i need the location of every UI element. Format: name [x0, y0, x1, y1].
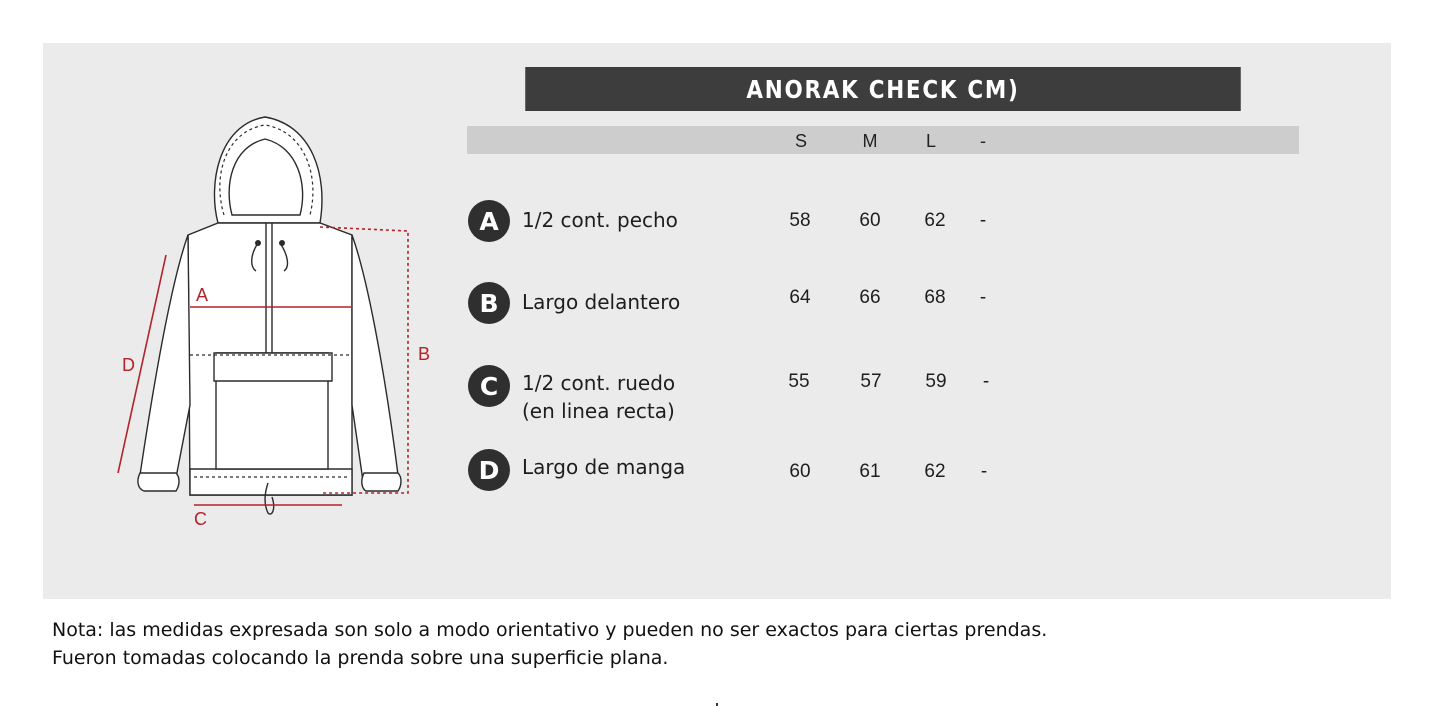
- cell-d-extra: -: [980, 461, 988, 482]
- size-header-l: L: [925, 131, 936, 151]
- row-badge-a: A: [468, 200, 510, 242]
- size-header-m: M: [862, 131, 878, 151]
- row-badge-b: B: [468, 282, 510, 324]
- dimension-label-d: D: [122, 355, 135, 375]
- row-label-a: 1/2 cont. pecho: [522, 208, 678, 232]
- size-header-extra: -: [980, 131, 986, 151]
- cell-d-s: 60: [789, 461, 811, 482]
- cell-c-m: 57: [860, 371, 882, 392]
- row-label-d: Largo de manga: [522, 455, 686, 479]
- note-line-2: Fueron tomadas colocando la prenda sobre una superficie plana.: [52, 647, 669, 669]
- cell-a-extra: -: [979, 210, 987, 231]
- note-line-1: Nota: las medidas expresada son solo a modo orientativo y pueden no ser exactos para ciertas prendas.: [52, 619, 1048, 641]
- cell-b-l: 68: [924, 287, 946, 308]
- dimension-label-a: A: [196, 285, 209, 305]
- cell-a-l: 62: [924, 210, 946, 231]
- cell-c-l: 59: [925, 371, 947, 392]
- row-label-c: 1/2 cont. ruedo (en linea recta): [522, 371, 676, 423]
- size-header-s: S: [794, 131, 807, 151]
- cell-c-extra: -: [982, 371, 990, 392]
- cell-a-m: 60: [859, 210, 881, 231]
- chart-title: ANORAK CHECK CM): [746, 74, 1020, 104]
- anorak-technical-drawing: [100, 105, 440, 535]
- cell-b-s: 64: [789, 287, 811, 308]
- row-label-b: Largo delantero: [522, 290, 681, 314]
- cell-b-extra: -: [979, 287, 987, 308]
- cell-b-m: 66: [859, 287, 881, 308]
- row-badge-c: C: [468, 365, 510, 407]
- dimension-label-b: B: [418, 344, 431, 364]
- cell-d-m: 61: [859, 461, 881, 482]
- chart-title-bar: [525, 67, 1241, 111]
- row-badge-d: D: [468, 449, 510, 491]
- dimension-label-c: C: [194, 509, 207, 529]
- cell-d-l: 62: [924, 461, 946, 482]
- cell-a-s: 58: [789, 210, 811, 231]
- cell-c-s: 55: [788, 371, 810, 392]
